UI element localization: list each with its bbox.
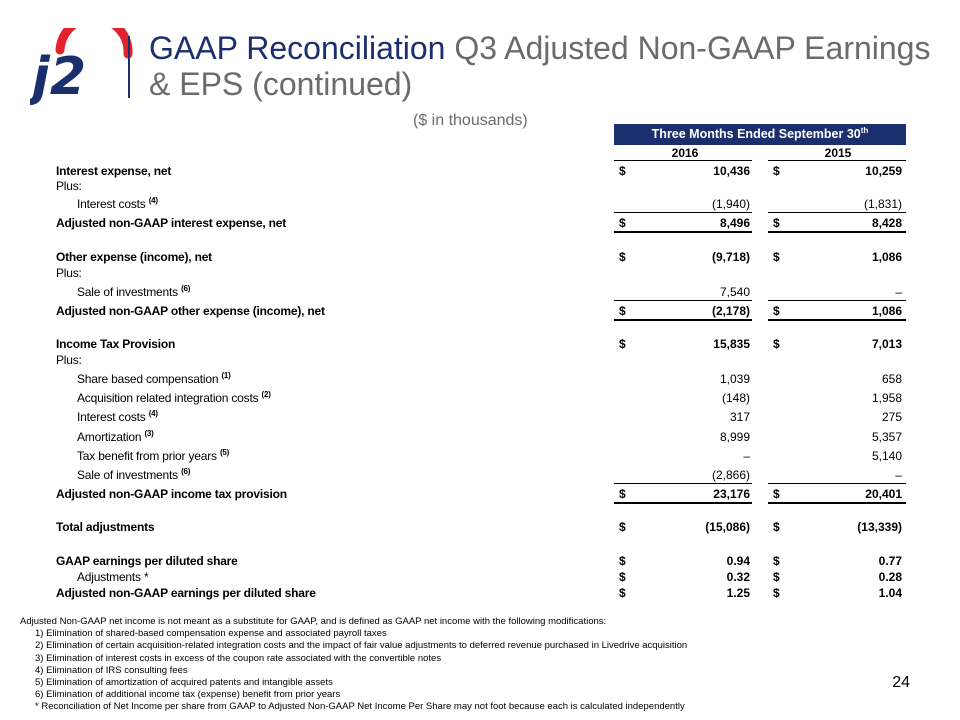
row-label: Other expense (income), net (56, 250, 212, 264)
period-header-sup: th (860, 126, 869, 135)
row-value: 1,086 (871, 250, 902, 264)
table-row (0, 408, 960, 426)
j2-logo (30, 28, 140, 108)
row-label: Income Tax Provision (56, 337, 176, 351)
currency-symbol: $ (619, 216, 626, 230)
row-value: 5,357 (871, 430, 902, 444)
row-label: Adjusted non-GAAP other expense (income), net (56, 304, 325, 318)
row-value: 7,540 (719, 285, 750, 299)
total-rule (768, 231, 906, 233)
row-label (77, 428, 154, 446)
total-rule (768, 502, 906, 504)
row-text: Sale of investments (77, 468, 178, 482)
subtotal-rule (768, 483, 906, 484)
row-label: Plus: (56, 179, 82, 193)
row-text: Amortization (77, 430, 142, 444)
row-value: – (895, 285, 902, 299)
year-rule-2 (768, 160, 906, 161)
row-value: – (895, 468, 902, 482)
row-label (77, 283, 190, 301)
row-label: Adjusted non-GAAP interest expense, net (56, 216, 287, 230)
currency-symbol: $ (773, 586, 780, 600)
row-label (77, 370, 231, 388)
row-label (77, 195, 158, 213)
row-label: Plus: (56, 353, 82, 367)
currency-symbol: $ (773, 570, 780, 584)
row-value: 0.28 (878, 570, 902, 584)
title-divider (128, 36, 130, 98)
table-row (0, 351, 960, 369)
currency-symbol: $ (619, 164, 626, 178)
row-value: 1.04 (878, 586, 902, 600)
row-value: 1,039 (719, 372, 750, 386)
row-label (77, 389, 271, 407)
table-row (0, 214, 960, 232)
row-value: 0.77 (878, 554, 902, 568)
currency-symbol: $ (773, 554, 780, 568)
row-value: (1,831) (863, 197, 902, 211)
footnote-item: 5) Elimination of amortization of acquired patents and intangible assets (35, 677, 333, 689)
footnote-item: * Reconciliation of Net Income per share from GAAP to Adjusted Non-GAAP Net Income Per Share may not foot because each is calculated independently (35, 701, 685, 713)
table-row (0, 518, 960, 536)
total-rule (768, 319, 906, 321)
total-rule (614, 319, 752, 321)
row-value: 8,428 (871, 216, 902, 230)
row-value: 10,436 (713, 164, 750, 178)
table-row (0, 428, 960, 446)
currency-symbol: $ (619, 586, 626, 600)
currency-symbol: $ (619, 554, 626, 568)
row-label: Adjustments * (77, 570, 149, 584)
table-row (0, 264, 960, 282)
row-label (77, 466, 190, 484)
row-value: 20,401 (865, 487, 902, 501)
row-value: 317 (729, 410, 750, 424)
row-text: Acquisition related integration costs (77, 391, 259, 405)
subtotal-rule (614, 483, 752, 484)
row-text: Share based compensation (77, 372, 219, 386)
footnote-intro: Adjusted Non-GAAP net income is not meant as a substitute for GAAP, and is defined as GAAP net income with the following modifications: (20, 616, 607, 627)
total-rule (614, 231, 752, 233)
row-text: Interest costs (77, 197, 146, 211)
year-2016-header: 2016 (671, 146, 699, 160)
row-value: 275 (881, 410, 902, 424)
period-header-label: Three Months Ended September 30 (651, 127, 861, 141)
table-row (0, 466, 960, 484)
subtotal-rule (614, 300, 752, 301)
row-value: 8,496 (719, 216, 750, 230)
footnote-item: 3) Elimination of interest costs in excess of the coupon rate associated with the convertible notes (35, 652, 442, 664)
table-row (0, 302, 960, 320)
currency-symbol: $ (773, 337, 780, 351)
footnote-item: 1) Elimination of shared-based compensation expense and associated payroll taxes (35, 628, 387, 640)
footnote-ref: (5) (219, 448, 230, 457)
currency-symbol: $ (619, 570, 626, 584)
subtotal-rule (768, 212, 906, 213)
units-subtitle: ($ in thousands) (413, 112, 528, 129)
footnote-item: 6) Elimination of additional income tax (expense) benefit from prior years (35, 689, 341, 701)
svg-text:j2: j2 (32, 47, 87, 107)
row-value: (2,866) (711, 468, 750, 482)
row-value: 7,013 (871, 337, 902, 351)
footnote-ref: (6) (181, 284, 191, 293)
footnotes (20, 616, 687, 714)
currency-symbol: $ (773, 164, 780, 178)
row-text: Interest costs (77, 410, 146, 424)
footnote-ref: (3) (144, 429, 154, 438)
row-text: Sale of investments (77, 285, 178, 299)
footnote-ref: (4) (148, 196, 158, 205)
row-value: (1,940) (711, 197, 750, 211)
table-row (0, 447, 960, 465)
row-value: (148) (721, 391, 750, 405)
table-row (0, 370, 960, 388)
footnote-item: 2) Elimination of certain acquisition-related integration costs and the impact of fair value adjustments to deferred revenue purchased in Livedrive acquisition (35, 640, 688, 652)
table-row (0, 283, 960, 301)
title-primary: GAAP Reconciliation (149, 30, 446, 66)
row-value: 1.25 (726, 586, 750, 600)
table-row (0, 389, 960, 407)
j2-logo-mark (30, 28, 140, 108)
footnote-ref: (1) (221, 371, 231, 380)
row-value: 1,958 (871, 391, 902, 405)
currency-symbol: $ (619, 487, 626, 501)
row-value: 23,176 (713, 487, 750, 501)
row-value: (13,339) (857, 520, 902, 534)
currency-symbol: $ (773, 216, 780, 230)
row-value: (2,178) (711, 304, 750, 318)
table-row (0, 584, 960, 602)
row-label: Adjusted non-GAAP earnings per diluted share (56, 586, 316, 600)
table-row (0, 195, 960, 213)
currency-symbol: $ (773, 520, 780, 534)
row-value: 5,140 (871, 449, 902, 463)
row-label: Interest expense, net (56, 164, 172, 178)
currency-symbol: $ (773, 487, 780, 501)
currency-symbol: $ (619, 337, 626, 351)
currency-symbol: $ (619, 520, 626, 534)
footnote-ref: (2) (261, 390, 271, 399)
currency-symbol: $ (619, 304, 626, 318)
table-row (0, 177, 960, 195)
row-label: Plus: (56, 266, 82, 280)
page-number: 24 (892, 674, 910, 691)
page-title (149, 30, 939, 102)
row-value: 0.94 (726, 554, 750, 568)
row-value: 15,835 (713, 337, 750, 351)
row-value: 8,999 (719, 430, 750, 444)
table-row (0, 485, 960, 503)
footnote-item: 4) Elimination of IRS consulting fees (35, 664, 188, 676)
row-label: GAAP earnings per diluted share (56, 554, 238, 568)
subtotal-rule (768, 300, 906, 301)
currency-symbol: $ (773, 250, 780, 264)
total-rule (614, 502, 752, 504)
row-label (77, 408, 158, 426)
subtotal-rule (614, 212, 752, 213)
row-value: (9,718) (711, 250, 750, 264)
title-secondary: Q3 Adjusted Non-GAAP Earnings & EPS (continued) (149, 30, 931, 102)
row-label (77, 447, 229, 465)
row-text: Tax benefit from prior years (77, 449, 217, 463)
row-value: (15,086) (705, 520, 750, 534)
footnote-ref: (4) (148, 409, 158, 418)
footnote-ref: (6) (181, 467, 191, 476)
period-header (614, 124, 906, 145)
row-label: Total adjustments (56, 520, 155, 534)
currency-symbol: $ (773, 304, 780, 318)
currency-symbol: $ (619, 250, 626, 264)
row-label: Adjusted non-GAAP income tax provision (56, 487, 287, 501)
row-value: 1,086 (871, 304, 902, 318)
row-value: 0.32 (726, 570, 750, 584)
year-2015-header: 2015 (824, 146, 852, 160)
row-value: 658 (881, 372, 902, 386)
row-value: 10,259 (865, 164, 902, 178)
year-rule-1 (614, 160, 752, 161)
row-value: – (743, 449, 750, 463)
